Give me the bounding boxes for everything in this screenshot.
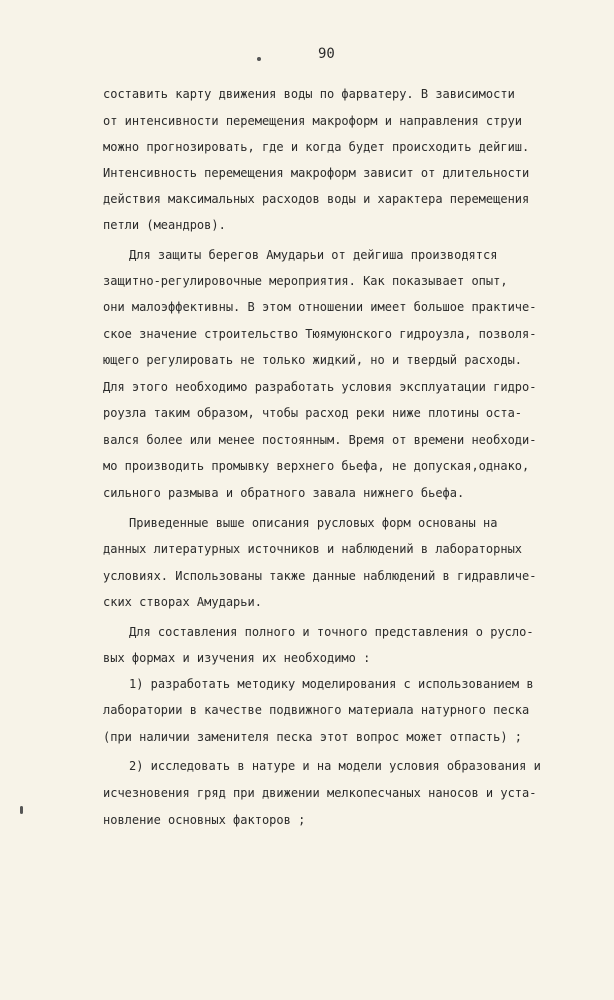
text-line: новление основных факторов ; [103, 813, 306, 827]
text-line: вался более или менее постоянным. Время от времени необходи- [103, 433, 537, 447]
text-line: действия максимальных расходов воды и характера перемещения [103, 192, 530, 206]
text-line: лаборатории в качестве подвижного материала натурного песка [103, 703, 530, 717]
text-line: ское значение строительство Тюямуюнского гидроузла, позволя- [103, 327, 537, 341]
text-line: 1) разработать методику моделирования с использованием в [129, 677, 534, 691]
text-line: мо производить промывку верхнего бьефа, не допуская,однако, [103, 459, 530, 473]
ink-mark [257, 57, 261, 61]
text-line: ющего регулировать не только жидкий, но и твердый расходы. [103, 353, 523, 367]
text-line: Для этого необходимо разработать условия эксплуатации гидро- [103, 380, 537, 394]
text-line: защитно-регулировочные мероприятия. Как показывает опыт, [103, 274, 508, 288]
text-line: ских створах Амударьи. [103, 595, 262, 609]
ink-mark [20, 806, 23, 814]
text-line: Интенсивность перемещения макроформ зависит от длительности [103, 166, 530, 180]
text-line: Приведенные выше описания русловых форм основаны на [129, 516, 498, 530]
text-line: можно прогнозировать, где и когда будет происходить дейгиш. [103, 140, 530, 154]
text-line: 2) исследовать в натуре и на модели условия образования и [129, 759, 541, 773]
text-line: данных литературных источников и наблюдений в лабораторных [103, 542, 523, 556]
text-line: роузла таким образом, чтобы расход реки ниже плотины оста- [103, 406, 523, 420]
text-line: вых формах и изучения их необходимо : [103, 651, 371, 665]
text-line: Для составления полного и точного представления о русло- [129, 625, 534, 639]
text-line: Для защиты берегов Амударьи от дейгиша производятся [129, 248, 498, 262]
page-number: 90 [318, 46, 335, 62]
text-line: сильного размыва и обратного завала нижнего бьефа. [103, 486, 465, 500]
text-line: исчезновения гряд при движении мелкопесчаных наносов и уста- [103, 786, 537, 800]
text-line: петли (меандров). [103, 218, 226, 232]
text-line: (при наличии заменителя песка этот вопрос может отпасть) ; [103, 730, 523, 744]
text-line: составить карту движения воды по фарватеру. В зависимости [103, 87, 515, 101]
text-line: от интенсивности перемещения макроформ и направления струи [103, 114, 523, 128]
text-line: условиях. Использованы также данные наблюдений в гидравличе- [103, 569, 537, 583]
text-line: они малоэффективны. В этом отношении имеет большое практиче- [103, 300, 537, 314]
